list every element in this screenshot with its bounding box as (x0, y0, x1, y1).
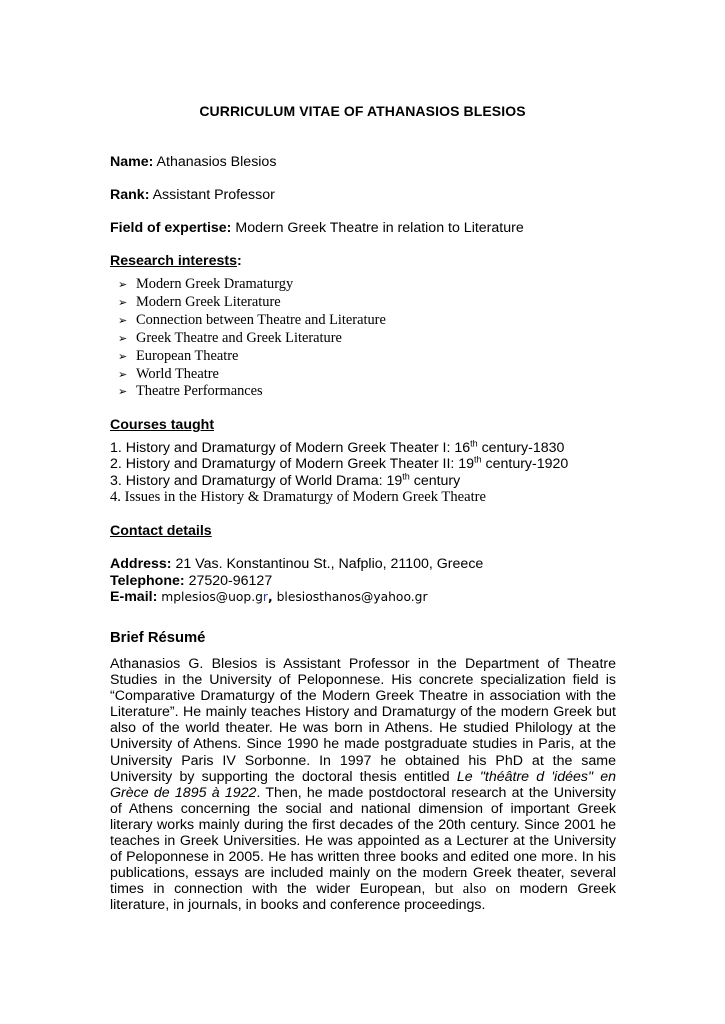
expertise-label: Field of expertise: (110, 220, 232, 236)
telephone-line (110, 573, 483, 590)
list-item-label: World Theatre (136, 365, 219, 382)
arrow-bullet-icon: ➢ (118, 295, 128, 309)
resume-heading: Brief Résumé (110, 630, 206, 646)
contact-heading: Contact details (110, 523, 212, 539)
list-item (118, 348, 386, 366)
courses-list (110, 440, 568, 506)
email-link-primary[interactable] (161, 590, 268, 604)
resume-word-but-also: but also on (434, 881, 511, 898)
list-item (118, 366, 386, 384)
address-value: 21 Vas. Konstantinou St., Nafplio, 21100, Greece (175, 556, 484, 572)
course-item (110, 440, 568, 456)
thesis-title: Le "théâtre d 'idées" en Grèce de 1895 à 1922 (110, 768, 616, 801)
research-heading (110, 253, 242, 269)
course-text-end: century-1920 (481, 456, 569, 473)
telephone-label: Telephone: (110, 572, 185, 589)
course-text: 3. History and Dramaturgy of World Drama: 19 (110, 472, 403, 489)
course-item (110, 489, 568, 505)
research-interests-list (118, 276, 386, 401)
list-item (118, 312, 386, 330)
course-item (110, 456, 568, 472)
research-heading-colon: : (236, 253, 242, 269)
list-item (118, 294, 386, 312)
list-item-label: Modern Greek Dramaturgy (136, 276, 294, 292)
research-heading-text: Research interests (110, 253, 237, 269)
list-item-label: Connection between Theatre and Literature (136, 311, 386, 328)
email-primary-text: mplesios@uop.g (161, 590, 263, 604)
rank-label: Rank: (110, 187, 150, 203)
course-superscript: th (402, 471, 410, 482)
name-label: Name: (110, 154, 154, 170)
email-label: E-mail: (110, 589, 158, 605)
arrow-bullet-icon: ➢ (118, 313, 128, 327)
course-text: 1. History and Dramaturgy of Modern Greek Theater I: 16 (110, 440, 471, 456)
email-line (110, 589, 483, 606)
name-value: Athanasios Blesios (156, 154, 277, 170)
email-link-secondary[interactable]: blesiosthanos@yahoo.gr (276, 590, 428, 604)
address-label: Address: (110, 556, 172, 572)
rank-value: Assistant Professor (152, 187, 275, 203)
list-item-label: Theatre Performances (136, 383, 263, 400)
course-item (110, 473, 568, 489)
list-item (118, 330, 386, 348)
resume-text-2: . Then, he made postdoctoral research at the University of Athens concerning the social and national dimension of important Greek literary works mainly during the first decades of the 20th century. Since 2001 he teaches in Greek Universities. He was appointed as a Lecturer at the University of Peloponnese in 2005. He has written three books and edited one more. In his publications, essays are included mainly on the (110, 784, 616, 882)
arrow-bullet-icon: ➢ (118, 349, 128, 363)
course-text: 4. Issues in the History & Dramaturgy of Modern Greek Theatre (110, 489, 486, 506)
name-field (110, 154, 276, 170)
arrow-bullet-icon: ➢ (118, 278, 128, 291)
address-line (110, 556, 483, 573)
document-title: CURRICULUM VITAE OF ATHANASIOS BLESIOS (199, 103, 526, 119)
list-item-label: Modern Greek Literature (136, 293, 281, 310)
resume-text-4: modern Greek literature, in journals, in books and conference proceedings. (110, 881, 616, 914)
expertise-field (110, 220, 524, 236)
courses-heading: Courses taught (110, 417, 215, 433)
list-item (118, 383, 386, 401)
email-primary-end: r (262, 590, 268, 604)
arrow-bullet-icon: ➢ (118, 367, 128, 381)
course-superscript: th (474, 454, 482, 465)
rank-field (110, 187, 275, 203)
list-item (118, 276, 386, 294)
course-text-end: century (409, 472, 461, 489)
list-item-label: European Theatre (136, 347, 239, 364)
email-separator: , (267, 590, 273, 604)
contact-details (110, 556, 483, 606)
course-text-end: century-1830 (477, 440, 565, 456)
resume-word-modern: modern (422, 865, 468, 882)
course-text: 2. History and Dramaturgy of Modern Greek Theater II: 19 (110, 456, 475, 473)
resume-text-3: Greek theater, several times in connection with the wider European, (110, 865, 616, 898)
arrow-bullet-icon: ➢ (118, 385, 128, 399)
course-superscript: th (470, 438, 478, 449)
expertise-value: Modern Greek Theatre in relation to Literature (235, 220, 524, 236)
arrow-bullet-icon: ➢ (118, 331, 128, 345)
resume-paragraph (110, 656, 616, 914)
resume-text-1: Athanasios G. Blesios is Assistant Professor in the Department of Theatre Studies in the University of Peloponnese. His concrete specialization field is “Comparative Dramaturgy of the Modern Greek Theatre in association with the Literature”. He mainly teaches History and Dramaturgy of the modern Greek but also of the world theater. He was born in Athens. He studied Philology at the University of Athens. Since 1990 he made postgraduate studies in Paris, at the University Paris IV Sorbonne. In 1997 he obtained his PhD at the same University by supporting the doctoral thesis entitled (110, 656, 616, 785)
telephone-value: 27520-96127 (188, 572, 273, 589)
list-item-label: Greek Theatre and Greek Literature (136, 329, 342, 346)
